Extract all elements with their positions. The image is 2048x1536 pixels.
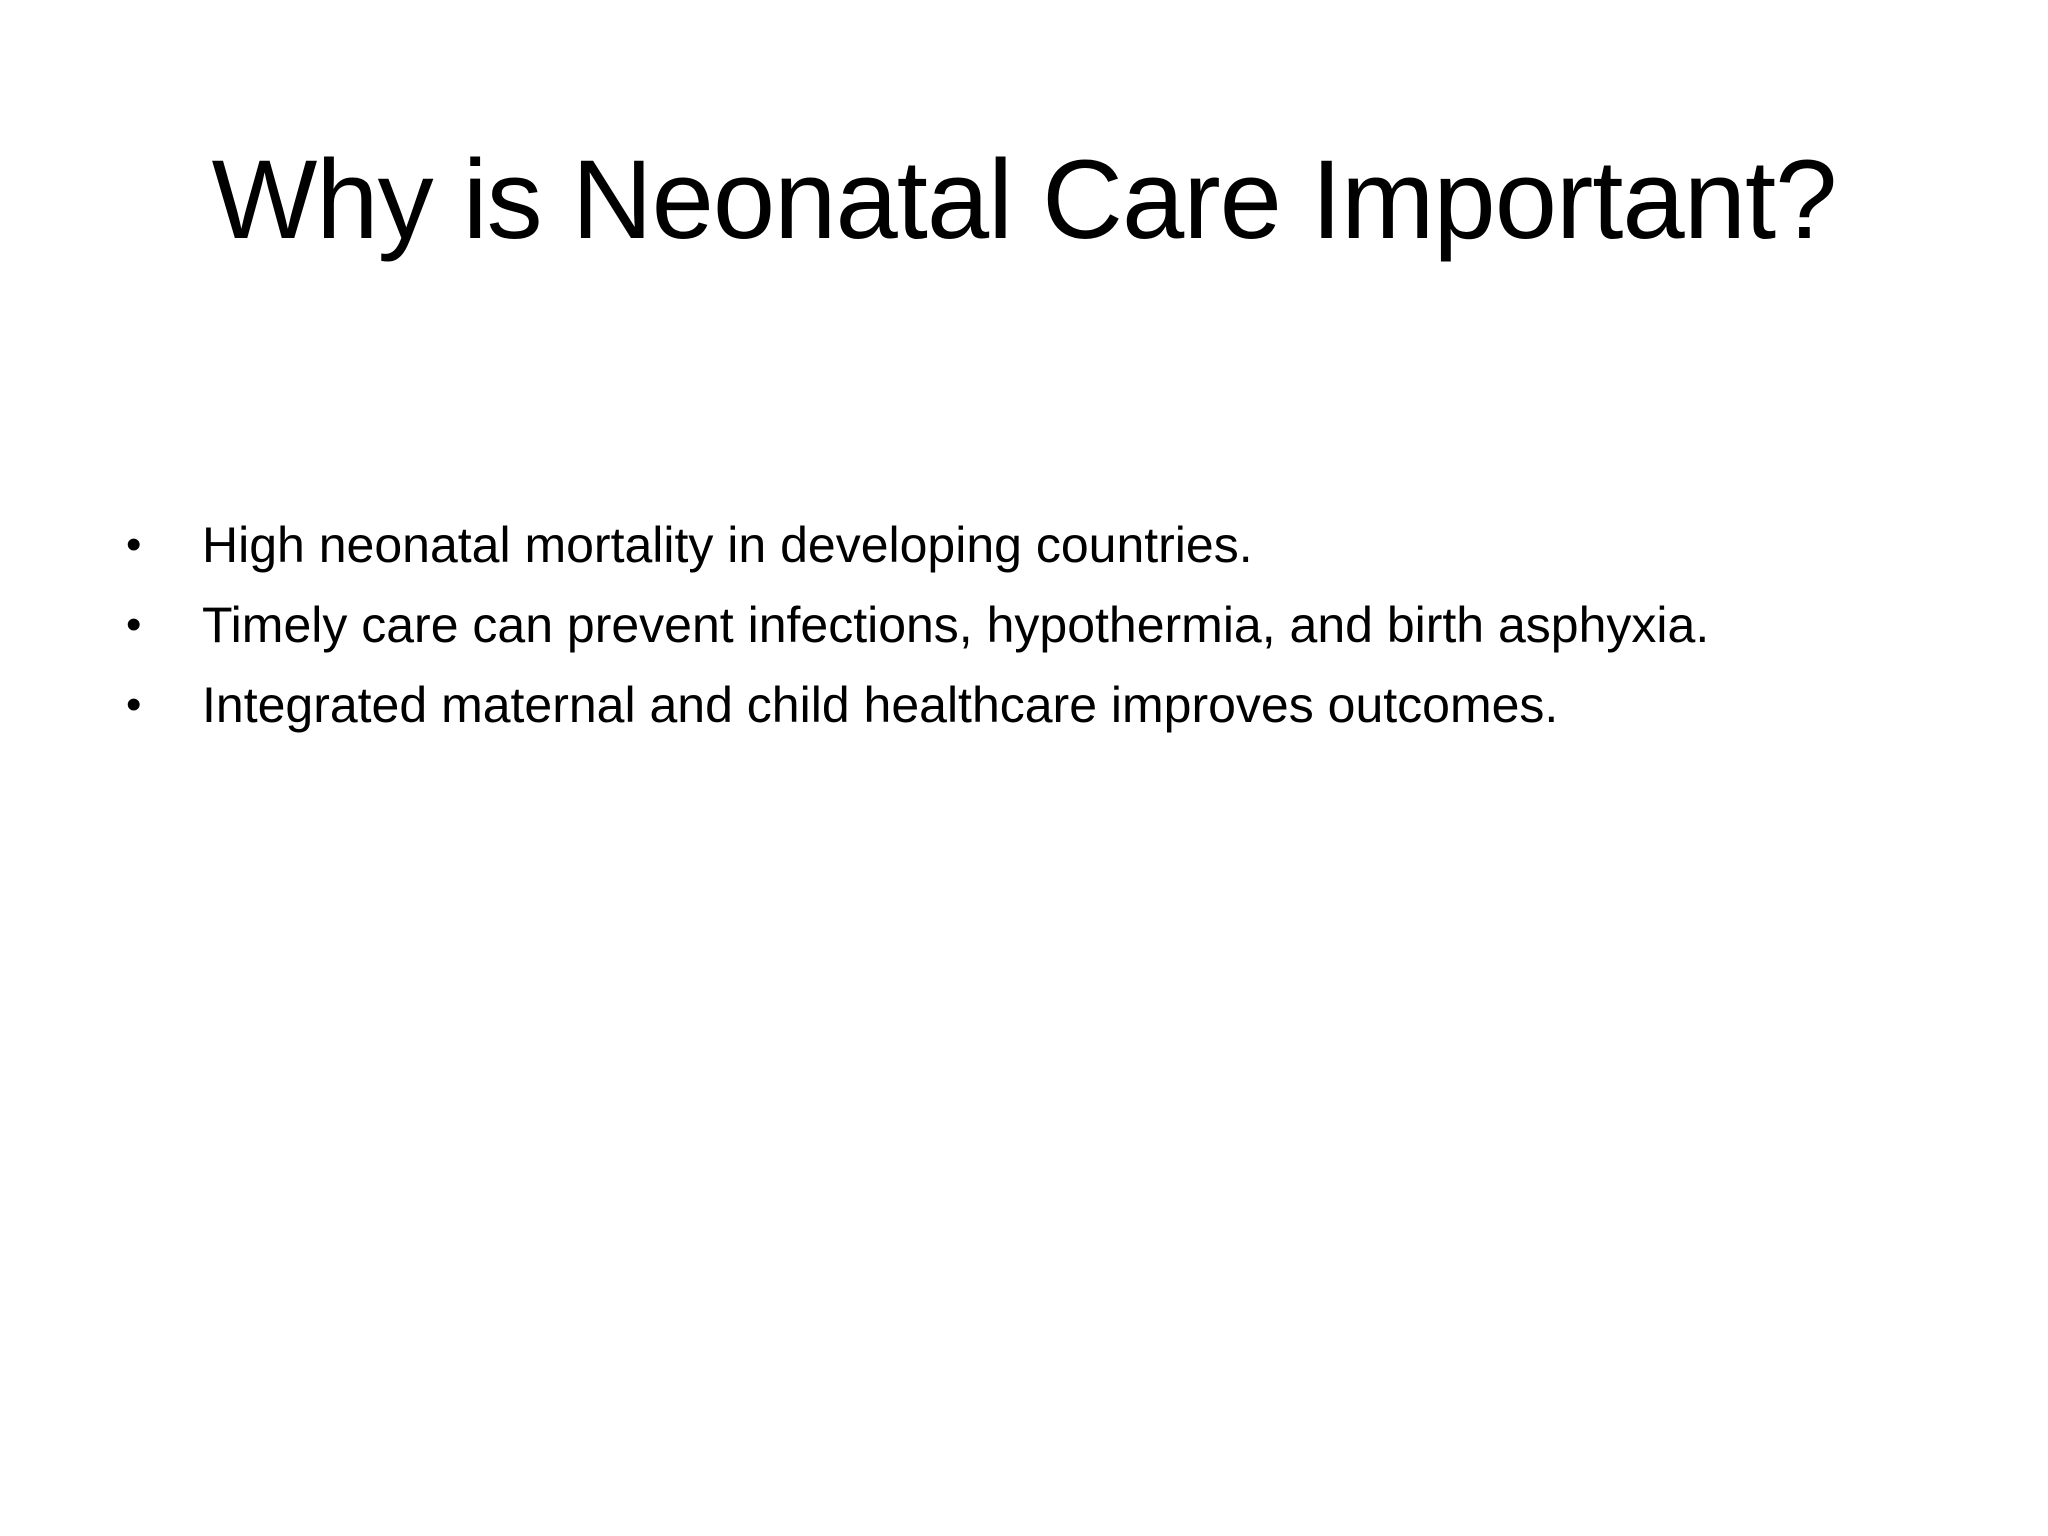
slide-title: Why is Neonatal Care Important?	[211, 137, 1837, 262]
bullet-text: Integrated maternal and child healthcare improves outcomes.	[202, 677, 1559, 733]
bullet-text: High neonatal mortality in developing countries.	[202, 517, 1253, 573]
bullet-icon: •	[126, 680, 142, 729]
bullet-icon: •	[126, 600, 142, 649]
bullet-item	[120, 675, 1940, 735]
bullet-list	[120, 515, 1940, 755]
bullet-text: Timely care can prevent infections, hypothermia, and birth asphyxia.	[202, 597, 1710, 653]
bullet-icon: •	[126, 520, 142, 569]
bullet-item	[120, 595, 1940, 655]
bullet-item	[120, 515, 1940, 575]
